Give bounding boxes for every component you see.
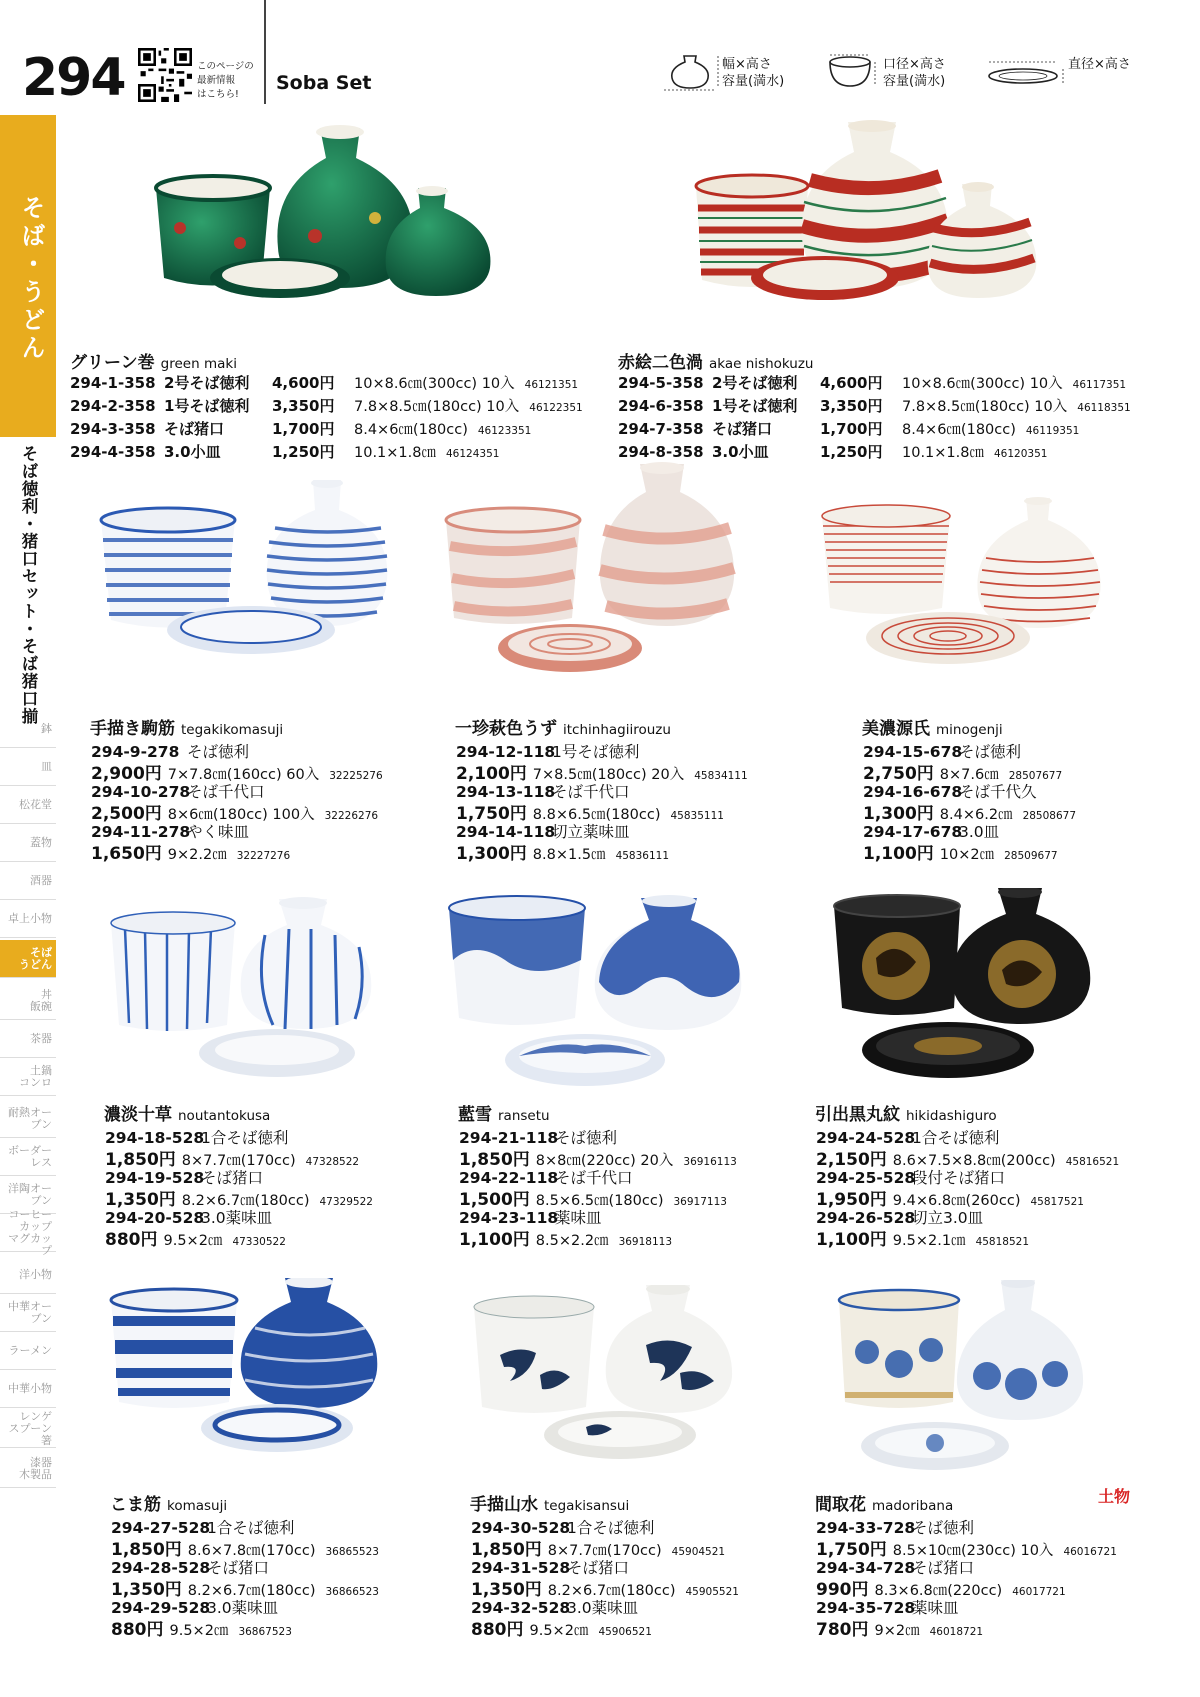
item-item: 3.0小皿 (164, 443, 221, 461)
item-price: 1,700円 (272, 420, 335, 438)
item-item: 1号そば徳利 (712, 397, 798, 415)
item-price: 2,900円 (91, 764, 162, 784)
item-spec: 8×8㎝(220cc) 20入 (535, 1153, 674, 1169)
product-row (70, 418, 531, 439)
header-divider (264, 0, 266, 104)
product-row (70, 372, 578, 393)
item-name: そば千代口 (187, 783, 265, 801)
item-code: 294-13-118 (456, 783, 556, 801)
item-price: 880円 (111, 1620, 164, 1640)
item-spec: 7×8.5㎝(180cc) 20入 (532, 767, 685, 783)
product-name (110, 1490, 227, 1515)
item-price: 1,250円 (272, 443, 335, 461)
item-name: そば猪口 (207, 1559, 270, 1577)
side-nav-item[interactable]: ボーダーレス (0, 1138, 56, 1176)
item-code: 294-8-358 (618, 443, 704, 461)
item-jan: 36916113 (683, 1156, 737, 1168)
product-name (618, 348, 813, 373)
side-nav-item[interactable]: 洋陶オーブン (0, 1176, 56, 1214)
item-name: 段付そば猪口 (912, 1169, 1006, 1187)
item-name: 1合そば徳利 (201, 1129, 289, 1147)
item-spec: 8.8×6.5㎝(180cc) (532, 807, 661, 823)
item-code: 294-30-528 (471, 1519, 571, 1537)
item-name: 薬味皿 (912, 1599, 959, 1617)
item-spec: 8×7.7㎝(170cc) (547, 1543, 662, 1559)
side-nav-item[interactable]: 漆器 木製品 (0, 1450, 56, 1488)
item-spec: 8.2×6.7㎝(180cc) (187, 1583, 316, 1599)
item-price: 1,650円 (91, 844, 162, 864)
item-name: 1合そば徳利 (207, 1519, 295, 1537)
item-jan: 45816521 (1065, 1156, 1120, 1168)
item-price-line (816, 1615, 983, 1640)
item-jan: 36867523 (238, 1626, 292, 1638)
plate-size-icon (985, 56, 1069, 90)
side-nav-item[interactable]: コーヒーカップ マグカップ (0, 1214, 56, 1252)
product-name-romaji: akae nishokuzu (709, 356, 814, 372)
item-jan: 47329522 (319, 1196, 373, 1208)
product-name-romaji: tegakisansui (544, 1498, 630, 1514)
item-price: 3,350円 (820, 397, 883, 415)
item-code: 294-35-728 (816, 1599, 916, 1617)
page-number: 294 (22, 48, 125, 108)
item-spec: 10×8.6㎝(300cc) 10入 (902, 376, 1063, 392)
product-image-hikidashiguro (830, 888, 1110, 1103)
item-spec: 7.8×8.5㎝(180cc) 10入 (354, 399, 520, 415)
item-code: 294-34-728 (816, 1559, 916, 1577)
product-image-madoribana (835, 1280, 1105, 1485)
item-code: 294-4-358 (70, 443, 156, 461)
item-price: 1,100円 (816, 1230, 887, 1250)
product-name-romaji: ransetu (498, 1108, 550, 1124)
item-spec: 8.4×6㎝(180cc) (354, 422, 468, 438)
item-name: そば千代口 (552, 783, 630, 801)
product-name-jp: 美濃源氏 (862, 719, 930, 739)
item-jan: 28507677 (1008, 770, 1063, 782)
item-name: 3.0薬味皿 (567, 1599, 639, 1617)
item-jan: 46016721 (1063, 1546, 1117, 1558)
item-code: 294-12-118 (456, 743, 556, 761)
item-code: 294-6-358 (618, 397, 704, 415)
item-price: 1,350円 (105, 1190, 176, 1210)
legend-bowl: 口径×高さ 容量(満水) (883, 57, 946, 89)
item-code: 294-1-358 (70, 374, 156, 392)
item-name: 3.0薬味皿 (207, 1599, 279, 1617)
product-name (70, 348, 237, 373)
item-code: 294-26-528 (816, 1209, 916, 1227)
side-nav-item[interactable]: 松花堂 (0, 786, 56, 824)
product-name-romaji: green maki (160, 356, 237, 372)
item-code: 294-18-528 (105, 1129, 205, 1147)
product-name-jp: 手描き駒筋 (90, 719, 175, 739)
legend-tokkuri: 幅×高さ 容量(満水) (722, 57, 785, 89)
item-jan: 46122351 (529, 402, 583, 414)
item-code: 294-7-358 (618, 420, 704, 438)
item-spec: 9.5×2㎝ (169, 1623, 229, 1639)
item-name: そば徳利 (912, 1519, 975, 1537)
item-spec: 8×7.7㎝(170cc) (181, 1153, 296, 1169)
subcategory-label: そば徳利・猪口セット・そば猪口揃 (19, 445, 38, 725)
item-price: 4,600円 (820, 374, 883, 392)
item-item: 2号そば徳利 (164, 374, 250, 392)
product-row (618, 395, 1131, 416)
side-nav-item[interactable]: 蓋物 (0, 824, 56, 862)
item-spec: 8.3×6.8㎝(220cc) (874, 1583, 1003, 1599)
product-row (618, 372, 1126, 393)
side-nav-item[interactable]: 中華小物 (0, 1370, 56, 1408)
item-spec: 10.1×1.8㎝ (354, 445, 436, 461)
product-name-jp: 藍雪 (458, 1105, 492, 1125)
item-name: 3.0皿 (959, 823, 1000, 841)
item-spec: 10×2㎝ (939, 847, 995, 863)
item-spec: 8.6×7.5×8.8㎝(200cc) (892, 1153, 1056, 1169)
side-nav-item[interactable]: 卓上小物 (0, 900, 56, 938)
product-image-itchinhagiirouzu (440, 458, 780, 690)
item-code: 294-11-278 (91, 823, 191, 841)
item-code: 294-14-118 (456, 823, 556, 841)
item-price: 3,350円 (272, 397, 335, 415)
item-name: 切立3.0皿 (912, 1209, 984, 1227)
qr-code-icon[interactable] (138, 48, 192, 102)
item-price: 2,750円 (863, 764, 934, 784)
item-code: 294-33-728 (816, 1519, 916, 1537)
item-code: 294-27-528 (111, 1519, 211, 1537)
item-name: 3.0薬味皿 (201, 1209, 273, 1227)
item-code: 294-31-528 (471, 1559, 571, 1577)
item-code: 294-20-528 (105, 1209, 205, 1227)
side-nav-item[interactable]: 土鍋 コンロ (0, 1058, 56, 1096)
item-spec: 8.6×7.8㎝(170cc) (187, 1543, 316, 1559)
product-name-romaji: noutantokusa (178, 1108, 271, 1124)
item-code: 294-28-528 (111, 1559, 211, 1577)
side-nav-item[interactable]: 酒器 (0, 862, 56, 900)
item-price-line (456, 839, 669, 864)
item-jan: 46118351 (1077, 402, 1131, 414)
item-spec: 7×7.8㎝(160cc) 60入 (167, 767, 320, 783)
item-jan: 32225276 (329, 770, 383, 782)
item-code: 294-15-678 (863, 743, 963, 761)
side-nav-item[interactable]: 丼 飯碗 (0, 982, 56, 1020)
legend-plate: 直径×高さ (1068, 57, 1131, 72)
item-item: そば猪口 (164, 420, 225, 438)
side-nav-item[interactable]: レンゲ スプーン 箸 (0, 1410, 56, 1448)
item-code: 294-22-118 (459, 1169, 559, 1187)
item-jan: 46018721 (929, 1626, 984, 1638)
item-jan: 45905521 (685, 1586, 739, 1598)
item-price: 990円 (816, 1580, 869, 1600)
item-price: 2,500円 (91, 804, 162, 824)
product-name (815, 1490, 953, 1515)
item-name: そば徳利 (187, 743, 250, 761)
item-price: 1,350円 (471, 1580, 542, 1600)
item-name: そば徳利 (555, 1129, 618, 1147)
item-name: 薬味皿 (555, 1209, 602, 1227)
product-image-akae-nishokuzu (690, 118, 1060, 338)
product-image-tegakisansui (470, 1285, 770, 1485)
page-title: Soba Set (276, 72, 372, 94)
item-jan: 47330522 (232, 1236, 286, 1248)
side-nav-item[interactable]: ラーメン (0, 1332, 56, 1370)
product-name-jp: 手描山水 (470, 1495, 538, 1515)
item-jan: 46117351 (1072, 379, 1127, 391)
product-name-romaji: komasuji (167, 1498, 228, 1514)
item-jan: 32226276 (324, 810, 379, 822)
item-code: 294-2-358 (70, 397, 156, 415)
product-name (815, 1100, 997, 1125)
item-price-line (105, 1225, 286, 1250)
item-name: そば千代久 (959, 783, 1037, 801)
product-name-jp: 赤絵二色渦 (618, 353, 703, 373)
tokkuri-size-icon (660, 50, 722, 92)
item-spec: 9.4×6.8㎝(260cc) (892, 1193, 1021, 1209)
item-price: 1,100円 (863, 844, 934, 864)
item-price: 4,600円 (272, 374, 335, 392)
item-price: 1,300円 (456, 844, 527, 864)
product-image-tegakikomasuji (95, 480, 395, 690)
item-spec: 9×2㎝ (874, 1623, 920, 1639)
item-item: 3.0小皿 (712, 443, 769, 461)
side-nav-item[interactable]: 茶器 (0, 1020, 56, 1058)
item-price: 1,850円 (111, 1540, 182, 1560)
item-spec: 8.4×6㎝(180cc) (902, 422, 1016, 438)
side-nav-item[interactable]: そば うどん (0, 940, 56, 978)
item-jan: 46120351 (994, 448, 1048, 460)
item-price: 1,950円 (816, 1190, 887, 1210)
item-code: 294-32-528 (471, 1599, 571, 1617)
item-spec: 9.5×2㎝ (163, 1233, 223, 1249)
item-code: 294-29-528 (111, 1599, 211, 1617)
category-label: そば・うどん (17, 195, 45, 363)
item-price: 1,700円 (820, 420, 883, 438)
side-nav-item[interactable]: 耐熱オーブン (0, 1100, 56, 1138)
item-jan: 46123351 (477, 425, 532, 437)
item-code: 294-16-678 (863, 783, 963, 801)
product-name (458, 1100, 550, 1125)
item-code: 294-10-278 (91, 783, 191, 801)
item-spec: 10.1×1.8㎝ (902, 445, 984, 461)
item-price: 1,850円 (105, 1150, 176, 1170)
item-price: 880円 (471, 1620, 524, 1640)
product-name (455, 714, 671, 739)
product-name-jp: 引出黒丸紋 (815, 1105, 900, 1125)
item-jan: 28508677 (1022, 810, 1077, 822)
product-image-noutantokusa (105, 895, 395, 1100)
product-image-ransetu (445, 890, 765, 1100)
item-code: 294-5-358 (618, 374, 704, 392)
item-code: 294-23-118 (459, 1209, 559, 1227)
item-jan: 46119351 (1025, 425, 1080, 437)
item-spec: 7.8×8.5㎝(180cc) 10入 (902, 399, 1068, 415)
item-name: 1号そば徳利 (552, 743, 640, 761)
item-jan: 28509677 (1004, 850, 1058, 862)
item-jan: 47328522 (305, 1156, 360, 1168)
item-item: 1号そば徳利 (164, 397, 250, 415)
product-name-romaji: itchinhagiirouzu (563, 722, 671, 738)
item-jan: 45906521 (598, 1626, 652, 1638)
item-item: 2号そば徳利 (712, 374, 798, 392)
item-item: そば猪口 (712, 420, 773, 438)
side-nav-item[interactable]: 皿 (0, 748, 56, 786)
item-code: 294-9-278 (91, 743, 180, 761)
product-name (104, 1100, 270, 1125)
item-name: 切立薬味皿 (552, 823, 630, 841)
item-jan: 36866523 (325, 1586, 379, 1598)
product-row (70, 395, 583, 416)
product-row (618, 418, 1079, 439)
qr-note: このページの 最新情報 はこちら! (197, 61, 254, 100)
item-jan: 46124351 (446, 448, 500, 460)
product-name-jp: 一珍萩色うず (455, 719, 557, 739)
item-price: 1,300円 (863, 804, 934, 824)
item-code: 294-19-528 (105, 1169, 205, 1187)
material-badge: 土物 (1098, 1487, 1131, 1506)
item-jan: 45818521 (975, 1236, 1030, 1248)
item-jan: 36918113 (618, 1236, 673, 1248)
item-code: 294-24-528 (816, 1129, 916, 1147)
side-nav-item[interactable]: 洋小物 (0, 1256, 56, 1294)
item-price-line (111, 1615, 292, 1640)
item-name: そば千代口 (555, 1169, 633, 1187)
item-price: 1,850円 (459, 1150, 530, 1170)
product-image-minogenji (818, 488, 1128, 698)
item-spec: 8.5×10㎝(230cc) 10入 (892, 1543, 1054, 1559)
item-code: 294-3-358 (70, 420, 156, 438)
item-code: 294-25-528 (816, 1169, 916, 1187)
bowl-size-icon (822, 52, 880, 94)
product-row (618, 441, 1047, 462)
item-jan: 46017721 (1012, 1586, 1066, 1598)
item-price: 1,100円 (459, 1230, 530, 1250)
item-price: 1,750円 (456, 804, 527, 824)
item-name: そば猪口 (201, 1169, 264, 1187)
item-price: 1,750円 (816, 1540, 887, 1560)
side-nav-item[interactable]: 中華オーブン (0, 1294, 56, 1332)
item-jan: 45836111 (615, 850, 670, 862)
item-jan: 46121351 (524, 379, 579, 391)
product-name (862, 714, 1003, 739)
item-jan: 32227276 (236, 850, 291, 862)
item-price: 1,500円 (459, 1190, 530, 1210)
item-spec: 8.4×6.2㎝ (939, 807, 1013, 823)
item-price-line (816, 1225, 1029, 1250)
item-spec: 9.5×2.1㎝ (892, 1233, 966, 1249)
item-jan: 45817521 (1030, 1196, 1084, 1208)
item-price: 1,350円 (111, 1580, 182, 1600)
item-price: 2,150円 (816, 1150, 887, 1170)
product-name-jp: 間取花 (815, 1495, 866, 1515)
item-jan: 45834111 (694, 770, 748, 782)
item-price: 780円 (816, 1620, 869, 1640)
item-name: やく味皿 (187, 823, 250, 841)
item-price: 1,850円 (471, 1540, 542, 1560)
product-name-romaji: madoribana (872, 1498, 954, 1514)
item-code: 294-21-118 (459, 1129, 559, 1147)
item-jan: 36865523 (325, 1546, 379, 1558)
item-spec: 8.2×6.7㎝(180cc) (181, 1193, 310, 1209)
item-name: 1合そば徳利 (912, 1129, 1000, 1147)
item-price: 2,100円 (456, 764, 527, 784)
item-spec: 8×7.6㎝ (939, 767, 999, 783)
item-jan: 36917113 (673, 1196, 727, 1208)
product-name-romaji: minogenji (936, 722, 1003, 738)
product-image-komasuji (105, 1278, 395, 1478)
item-price-line (459, 1225, 672, 1250)
product-name-jp: 濃淡十草 (104, 1105, 172, 1125)
product-row (70, 441, 499, 462)
item-price-line (863, 839, 1058, 864)
item-spec: 8.5×2.2㎝ (535, 1233, 609, 1249)
item-spec: 9×2.2㎝ (167, 847, 227, 863)
item-jan: 45904521 (671, 1546, 726, 1558)
item-price: 880円 (105, 1230, 158, 1250)
item-spec: 8×6㎝(180cc) 100入 (167, 807, 315, 823)
item-spec: 10×8.6㎝(300cc) 10入 (354, 376, 515, 392)
product-name (470, 1490, 629, 1515)
item-code: 294-17-678 (863, 823, 963, 841)
item-spec: 8.8×1.5㎝ (532, 847, 606, 863)
item-spec: 8.5×6.5㎝(180cc) (535, 1193, 664, 1209)
item-price: 1,250円 (820, 443, 883, 461)
product-name-romaji: tegakikomasuji (181, 722, 284, 738)
item-price-line (471, 1615, 652, 1640)
product-image-green-maki (150, 118, 510, 338)
product-name-jp: こま筋 (110, 1495, 161, 1515)
item-price-line (91, 839, 290, 864)
item-jan: 45835111 (670, 810, 724, 822)
item-name: そば徳利 (959, 743, 1022, 761)
side-nav-item[interactable]: 鉢 (0, 710, 56, 748)
item-name: そば猪口 (912, 1559, 975, 1577)
product-name (90, 714, 283, 739)
product-name-romaji: hikidashiguro (906, 1108, 997, 1124)
item-name: そば猪口 (567, 1559, 630, 1577)
product-name-jp: グリーン巻 (70, 353, 155, 373)
item-name: 1合そば徳利 (567, 1519, 655, 1537)
item-spec: 9.5×2㎝ (529, 1623, 589, 1639)
item-spec: 8.2×6.7㎝(180cc) (547, 1583, 676, 1599)
